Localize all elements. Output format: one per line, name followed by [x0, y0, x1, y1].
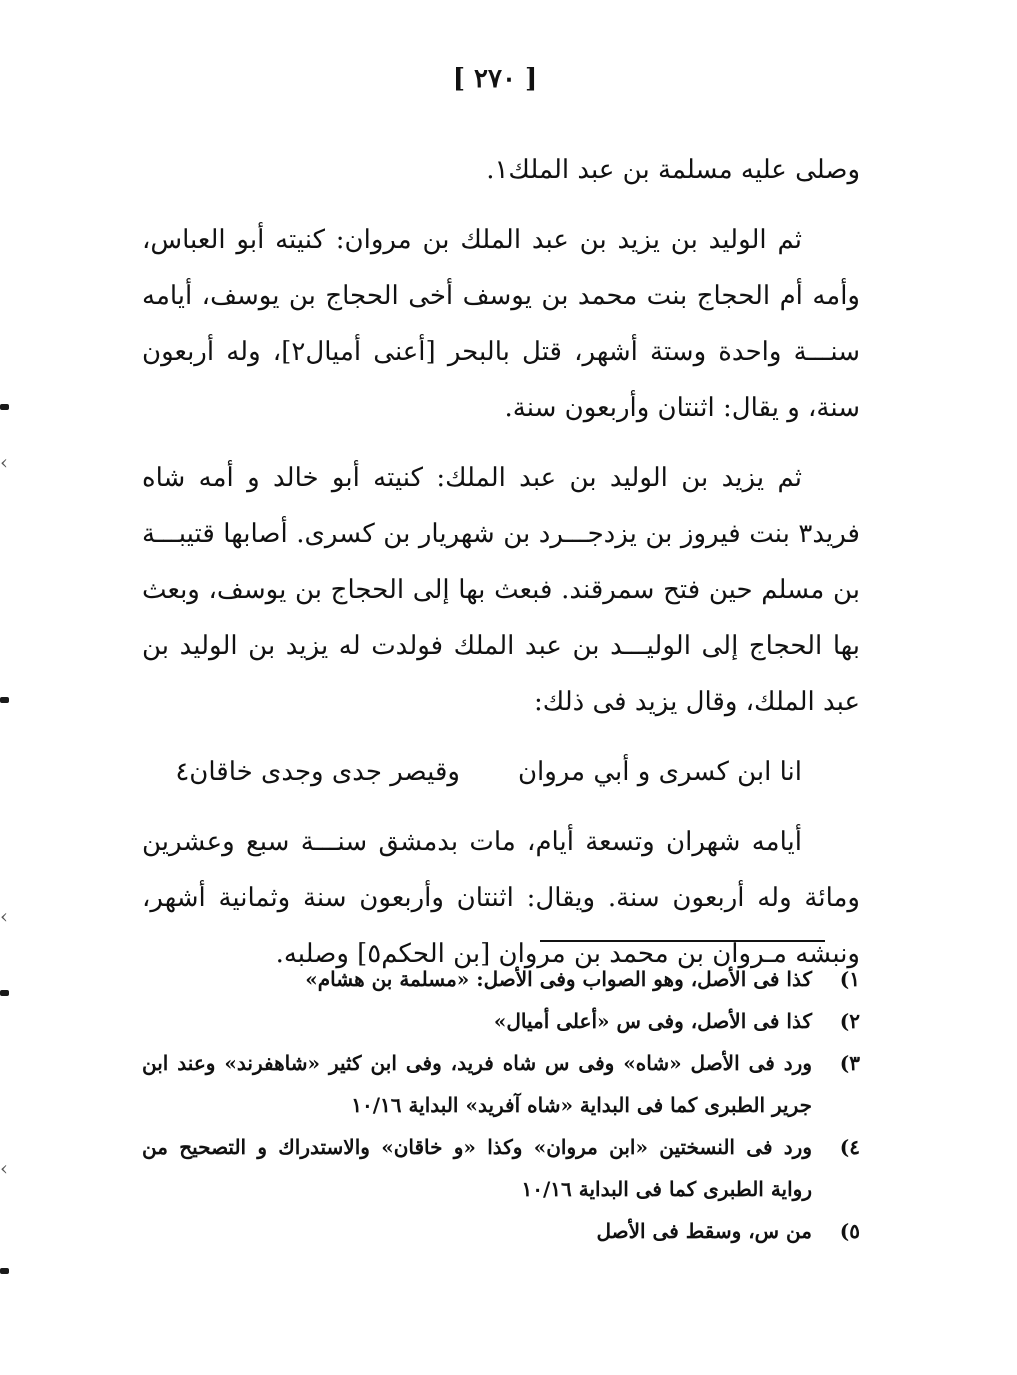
- paragraph-4: أيامه شهران وتسعة أيام، مات بدمشق سنـــة سبع وعشرين ومائة وله أربعون سنة. ويقال: اثنتان وأربعون سنة وثمانية أشهر، ونبشه مـروان بن محمد بن مروان [بن الحكم٥] وصلبه.: [142, 827, 860, 969]
- paragraph-1: وصلى عليه مسلمة بن عبد الملك١.: [486, 155, 860, 185]
- scan-notch: ‹: [0, 450, 8, 474]
- footnote-3: [142, 1042, 860, 1126]
- footnote-4: [142, 1126, 860, 1210]
- scan-mark: [0, 404, 9, 410]
- scan-notch: ‹: [0, 904, 8, 928]
- main-text: [142, 142, 860, 996]
- footnote-number: ٣): [839, 1051, 860, 1075]
- footnote-number: ٢): [839, 1009, 860, 1033]
- footnote-text: من س، وسقط فى الأصل: [596, 1219, 812, 1243]
- footnote-text: ورد فى النسختين «ابن مروان» وكذا «و خاقان» والاستدراك و التصحيح من رواية الطبرى كما فى البداية ١٠/١٦: [142, 1135, 812, 1201]
- footnote-1: [142, 958, 860, 1000]
- footnote-2: [142, 1000, 860, 1042]
- footnote-text: ورد فى الأصل «شاه» وفى س شاه فريد، وفى ابن كثير «شاهفرند» وعند ابن جرير الطبرى كما فى البداية «شاه آفريد» البداية ١٠/١٦: [142, 1051, 812, 1117]
- page-number: [ ٢٧٠ ]: [452, 64, 538, 94]
- scan-mark: [0, 990, 9, 996]
- footnote-number: ١): [839, 967, 860, 991]
- scan-notch: ‹: [0, 1156, 8, 1180]
- paragraph-2: ثم الوليد بن يزيد بن عبد الملك بن مروان: كنيته أبو العباس، وأمه أم الحجاج بنت محمد بن يوسف أخى الحجاج بن يوسف، أيامه سنـــة واحدة وستة أشهر، قتل بالبحر [أعنى أميال٢]، وله أربعون سنة، و يقال: اثنتان وأربعون سنة.: [142, 225, 860, 423]
- footnotes: [142, 958, 860, 1252]
- footnote-number: ٥): [839, 1219, 860, 1243]
- verse-second-hemistich: وقيصر جدى وجدى خاقان٤: [175, 757, 460, 787]
- verse-first-hemistich: انا ابن كسرى و أبي مروان: [517, 757, 802, 787]
- footnote-5: [142, 1210, 860, 1252]
- footnote-text: كذا فى الأصل، وهو الصواب وفى الأصل: «مسلمة بن هشام»: [305, 967, 812, 991]
- verse-line: [142, 744, 860, 800]
- footnote-number: ٤): [839, 1135, 860, 1159]
- scan-mark: [0, 697, 9, 703]
- paragraph-3: ثم يزيد بن الوليد بن عبد الملك: كنيته أبو خالد و أمه شاه فريد٣ بنت فيروز بن يزدجـــرد بن شهريار بن كسرى. أصابها قتيبـــة بن مسلم حين فتح سمرقند. فبعث بها إلى الحجاج بن يوسف، وبعث بها الحجاج إلى الوليـــد بن عبد الملك فولدت له يزيد بن الوليد بن عبد الملك، وقال يزيد فى ذلك:: [142, 463, 860, 717]
- footnote-rule: [540, 940, 825, 942]
- scan-mark: [0, 1268, 9, 1274]
- footnote-text: كذا فى الأصل، وفى س «أعلى أميال»: [493, 1009, 812, 1033]
